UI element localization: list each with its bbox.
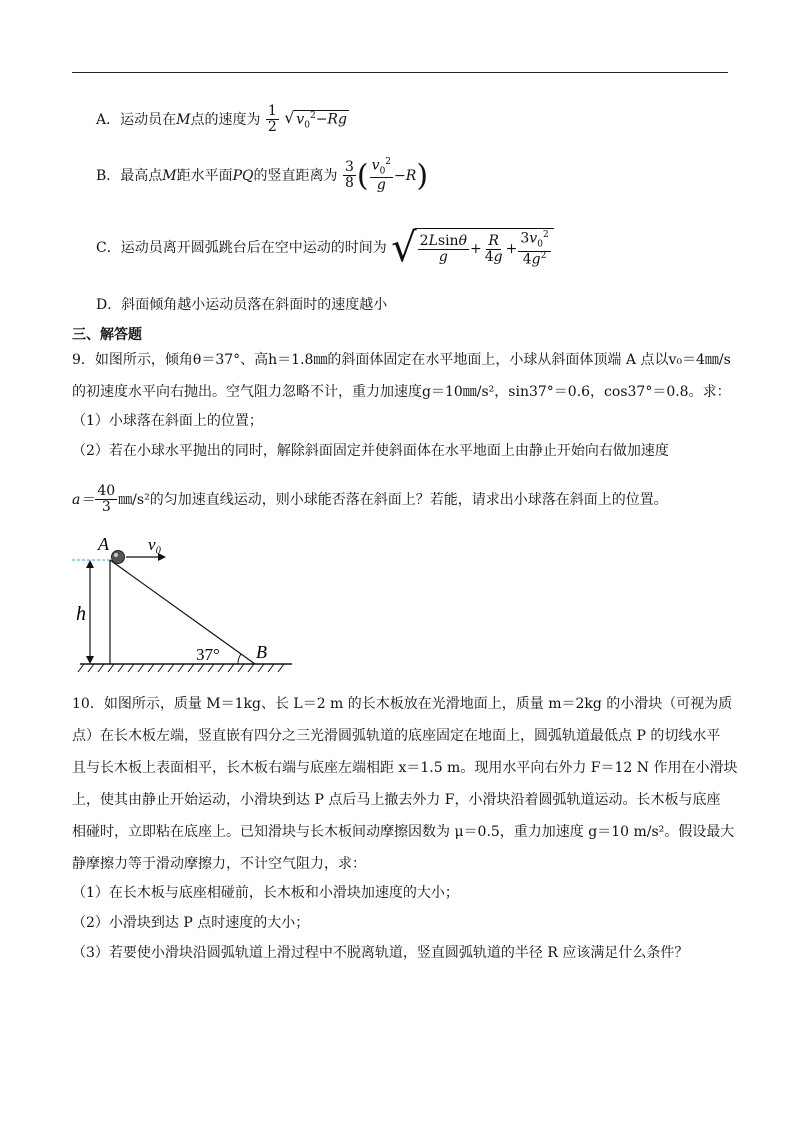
ball bbox=[112, 551, 125, 564]
label-v0: v₀ bbox=[148, 535, 162, 554]
sqrt-expression-large: √ $\frac{2Lsin\theta}{g}$ + $\frac{R}{4g}$ + $\frac{3v_0^2}{4g^2}$ bbox=[391, 228, 554, 268]
acceleration-fraction: $\frac{40}{3}$ bbox=[97, 483, 116, 516]
angle-arc bbox=[238, 654, 241, 664]
q10-part2: （2）小滑块到达 P 点时速度的大小； bbox=[72, 915, 310, 931]
incline-side bbox=[110, 560, 255, 664]
q10-part3: （3）若要使小滑块沿圆弧轨道上滑过程中不脱离轨道，竖直圆弧轨道的半径 R 应该满足什么条件？ bbox=[72, 945, 689, 961]
label-a: A bbox=[98, 534, 109, 554]
label-b: B bbox=[256, 642, 267, 662]
q10-part1: （1）在长木板与底座相碰前，长木板和小滑块加速度的大小； bbox=[72, 885, 459, 901]
fraction-one-half: $\frac{1}{2}$ bbox=[267, 103, 277, 136]
q9-line1: 9．如图所示，倾角θ＝37°、高h＝1.8㎜的斜面体固定在水平地面上，小球从斜面体顶端 A 点以v₀＝4㎜/s bbox=[72, 352, 731, 368]
velocity-arrowhead bbox=[158, 553, 166, 561]
incline-figure bbox=[70, 530, 300, 675]
q9-part2: （2）若在小球水平抛出的同时，解除斜面固定并使斜面体在水平地面上由静止开始向右做加速度 bbox=[72, 443, 669, 459]
q10-line4: 上，使其由静止开始运动，小滑块到达 P 点后马上撤去外力 F，小滑块沿着圆弧轨道运动。长木板与底座 bbox=[72, 792, 721, 808]
height-arrow-top bbox=[86, 560, 94, 568]
q10-line5: 相碰时，立即粘在底座上。已知滑块与长木板间动摩擦因数为 μ＝0.5，重力加速度 g＝10 m/s²。假设最大 bbox=[72, 824, 735, 840]
ball-highlight bbox=[114, 553, 118, 557]
sqrt-expression: √ $v_0^2-Rg$ bbox=[284, 110, 349, 130]
q9-part1: （1）小球落在斜面上的位置； bbox=[72, 413, 263, 429]
q10-line1: 10．如图所示，质量 M＝1kg、长 L＝2 m 的长木板放在光滑地面上，质量 m＝2kg 的小滑块（可视为质 bbox=[72, 696, 733, 712]
option-c: C．运动员离开圆弧跳台后在空中运动的时间为 √ $\frac{2Lsin\theta}{g}$ + $\frac{R}{4g}$ + $\frac{3v_0^2}{4g^2}$ bbox=[96, 228, 554, 268]
option-a: A．运动员在M点的速度为 $\frac{1}{2}$ √ $v_0^2-Rg$ bbox=[96, 104, 349, 136]
height-arrow-bottom bbox=[86, 656, 94, 664]
q10-line2: 点）在长木板左端，竖直嵌有四分之三光滑圆弧轨道的底座固定在地面上，圆弧轨道最低点 P 的切线水平 bbox=[72, 728, 721, 744]
header-rule bbox=[72, 72, 728, 73]
section-title: 三、解答题 bbox=[72, 327, 142, 343]
ground-hatching bbox=[78, 664, 284, 672]
option-b: B．最高点M距水平面PQ的竖直距离为 $\frac{3}{8}$ ( $\frac{v_0^2}{g}$ −R) bbox=[96, 157, 429, 194]
q10-line3: 且与长木板上表面相平，长木板右端与底座左端相距 x＝1.5 m。现用水平向右外力 F＝12 N 作用在小滑块 bbox=[72, 760, 738, 776]
label-angle: 37° bbox=[196, 645, 220, 664]
label-h: h bbox=[76, 603, 86, 625]
option-d: D．斜面倾角越小运动员落在斜面时的速度越小 bbox=[96, 297, 388, 313]
q9-line2: 的初速度水平向右抛出。空气阻力忽略不计，重力加速度g＝10㎜/s²，sin37°＝0.6，cos37°＝0.8。求： bbox=[72, 384, 731, 400]
q10-line6: 静摩擦力等于滑动摩擦力，不计空气阻力，求： bbox=[72, 856, 366, 872]
q9-line5: a＝ $\frac{40}{3}$ ㎜/s²的匀加速直线运动，则小球能否落在斜面上？若能，请求出小球落在斜面上的位置。 bbox=[72, 483, 668, 516]
